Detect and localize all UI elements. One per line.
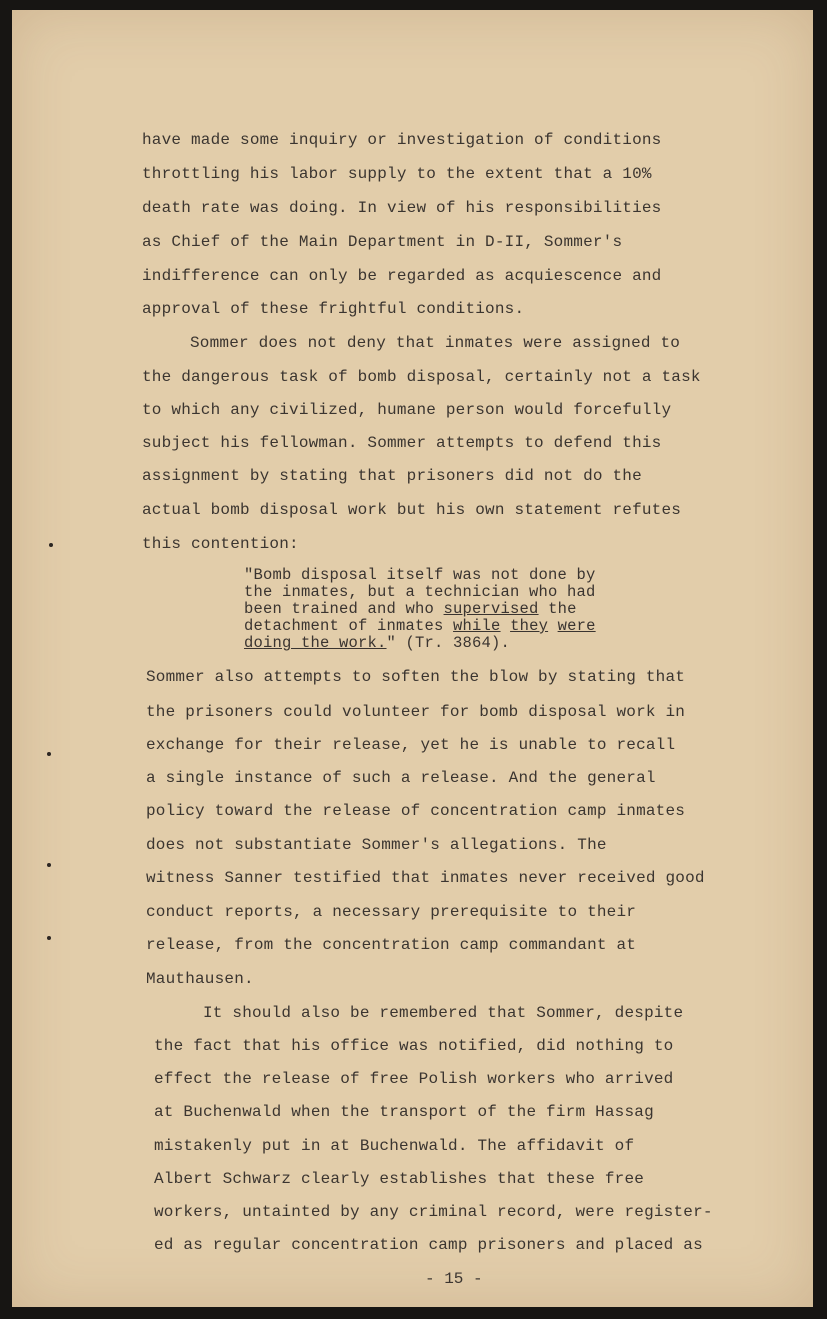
text-line: to which any civilized, humane person would forcefully <box>142 401 672 419</box>
margin-mark <box>49 543 53 547</box>
text-line: actual bomb disposal work but his own statement refutes <box>142 501 682 519</box>
text-line: death rate was doing. In view of his responsibilities <box>142 199 662 217</box>
page-number: - 15 - <box>425 1270 483 1288</box>
text-line: exchange for their release, yet he is unable to recall <box>146 736 676 754</box>
quote-line: "Bomb disposal itself was not done by <box>244 566 596 584</box>
text-line: Sommer does not deny that inmates were assigned to <box>190 334 681 352</box>
quote-line: doing the work." (Tr. 3864). <box>244 634 511 652</box>
text-line: conduct reports, a necessary prerequisite to their <box>146 903 637 921</box>
quote-line: been trained and who supervised the <box>244 600 577 618</box>
text-line: approval of these frightful conditions. <box>142 300 525 318</box>
text-line: mistakenly put in at Buchenwald. The affidavit of <box>154 1137 635 1155</box>
text-line: release, from the concentration camp commandant at <box>146 936 637 954</box>
text-line: this contention: <box>142 535 299 553</box>
text-line: policy toward the release of concentration camp inmates <box>146 802 686 820</box>
text-line: assignment by stating that prisoners did not do the <box>142 467 642 485</box>
text-line: effect the release of free Polish workers who arrived <box>154 1070 674 1088</box>
text-line: Sommer also attempts to soften the blow by stating that <box>146 668 686 686</box>
text-line: as Chief of the Main Department in D-II, Sommer's <box>142 233 623 251</box>
quote-line: the inmates, but a technician who had <box>244 583 596 601</box>
text-line: Mauthausen. <box>146 970 254 988</box>
margin-mark <box>47 752 51 756</box>
text-line: have made some inquiry or investigation of conditions <box>142 131 662 149</box>
text-line: ed as regular concentration camp prisoners and placed as <box>154 1236 703 1254</box>
text-line: It should also be remembered that Sommer, despite <box>203 1004 684 1022</box>
text-line: a single instance of such a release. And the general <box>146 769 656 787</box>
text-line: subject his fellowman. Sommer attempts to defend this <box>142 434 662 452</box>
text-line: throttling his labor supply to the extent that a 10% <box>142 165 652 183</box>
text-line: Albert Schwarz clearly establishes that these free <box>154 1170 645 1188</box>
margin-mark <box>47 863 51 867</box>
margin-mark <box>47 936 51 940</box>
text-line: workers, untainted by any criminal record, were register- <box>154 1203 713 1221</box>
text-line: does not substantiate Sommer's allegations. The <box>146 836 607 854</box>
text-line: indifference can only be regarded as acquiescence and <box>142 267 662 285</box>
quote-line: detachment of inmates while they were <box>244 617 596 635</box>
text-line: the dangerous task of bomb disposal, certainly not a task <box>142 368 701 386</box>
text-line: at Buchenwald when the transport of the firm Hassag <box>154 1103 654 1121</box>
text-line: witness Sanner testified that inmates never received good <box>146 869 705 887</box>
text-line: the prisoners could volunteer for bomb disposal work in <box>146 703 686 721</box>
text-line: the fact that his office was notified, did nothing to <box>154 1037 674 1055</box>
